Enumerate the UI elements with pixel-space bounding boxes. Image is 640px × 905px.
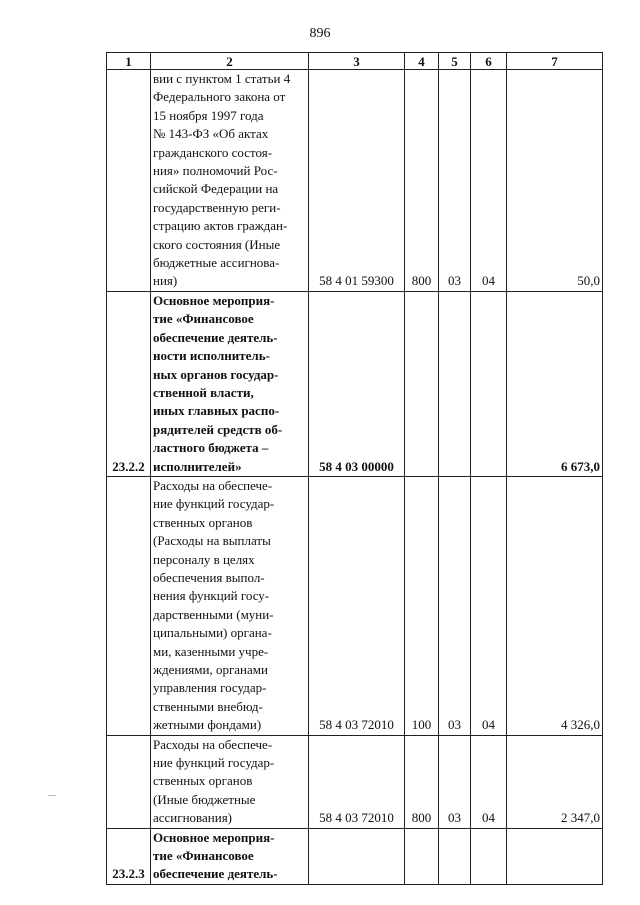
row-number bbox=[107, 70, 151, 292]
row-description: Основное мероприя- тие «Финансовое обеспечение деятель- ности исполнитель- ных органов государ- ственной власти, иных главных распо- рядителей средств об- ластного бюджета – исполнителей» bbox=[153, 292, 283, 474]
row-section: 03 bbox=[439, 476, 471, 735]
row-amount: 6 673,0 bbox=[507, 291, 603, 476]
row-number: 23.2.2 bbox=[107, 291, 151, 476]
row-target-code: 58 4 01 59300 bbox=[309, 70, 405, 292]
row-description: вии с пунктом 1 статьи 4 Федерального закона от 15 ноября 1997 года № 143-ФЗ «Об актах гражданского состоя- ния» полномочий Рос- сийской Федерации на государственную реги- страцию актов граждан- ского состояния (Иные бюджетные ассигнова- ния) bbox=[153, 71, 291, 289]
budget-table bbox=[106, 52, 603, 885]
row-subsection bbox=[471, 291, 507, 476]
row-amount: 2 347,0 bbox=[507, 735, 603, 828]
row-section: 03 bbox=[439, 735, 471, 828]
row-section: 03 bbox=[439, 70, 471, 292]
row-description: Расходы на обеспече- ние функций государ- ственных органов (Иные бюджетные ассигнования) bbox=[153, 736, 275, 826]
table-row bbox=[107, 828, 603, 884]
header-col-4: 4 bbox=[405, 53, 439, 70]
table-row bbox=[107, 476, 603, 735]
header-col-2: 2 bbox=[151, 53, 309, 70]
header-col-7: 7 bbox=[507, 53, 603, 70]
table-row bbox=[107, 70, 603, 292]
row-description: Основное мероприя- тие «Финансовое обеспечение деятель- bbox=[153, 829, 278, 882]
row-expense-type bbox=[405, 828, 439, 884]
header-col-6: 6 bbox=[471, 53, 507, 70]
row-target-code: 58 4 03 72010 bbox=[309, 735, 405, 828]
margin-mark bbox=[48, 795, 56, 796]
row-subsection: 04 bbox=[471, 476, 507, 735]
row-amount: 4 326,0 bbox=[507, 476, 603, 735]
row-number bbox=[107, 735, 151, 828]
row-section bbox=[439, 828, 471, 884]
row-target-code bbox=[309, 828, 405, 884]
row-expense-type: 100 bbox=[405, 476, 439, 735]
page-number: 896 bbox=[309, 26, 331, 41]
table-row bbox=[107, 735, 603, 828]
row-section bbox=[439, 291, 471, 476]
header-col-1: 1 bbox=[107, 53, 151, 70]
header-col-3: 3 bbox=[309, 53, 405, 70]
table-row bbox=[107, 291, 603, 476]
row-expense-type bbox=[405, 291, 439, 476]
row-subsection: 04 bbox=[471, 70, 507, 292]
row-subsection: 04 bbox=[471, 735, 507, 828]
row-description: Расходы на обеспече- ние функций государ- ственных органов (Расходы на выплаты персоналу в целях обеспечения выпол- нения функций госу- дарственными (муни- ципальными) органа- ми, казенными учре- ждениями, органами управления государ- ственными внебюд- жетными фондами) bbox=[153, 477, 275, 733]
row-amount bbox=[507, 828, 603, 884]
row-expense-type: 800 bbox=[405, 70, 439, 292]
row-amount: 50,0 bbox=[507, 70, 603, 292]
row-target-code: 58 4 03 72010 bbox=[309, 476, 405, 735]
row-number: 23.2.3 bbox=[107, 828, 151, 884]
header-col-5: 5 bbox=[439, 53, 471, 70]
row-subsection bbox=[471, 828, 507, 884]
row-expense-type: 800 bbox=[405, 735, 439, 828]
row-target-code: 58 4 03 00000 bbox=[309, 291, 405, 476]
row-number bbox=[107, 476, 151, 735]
header-row bbox=[107, 53, 603, 70]
